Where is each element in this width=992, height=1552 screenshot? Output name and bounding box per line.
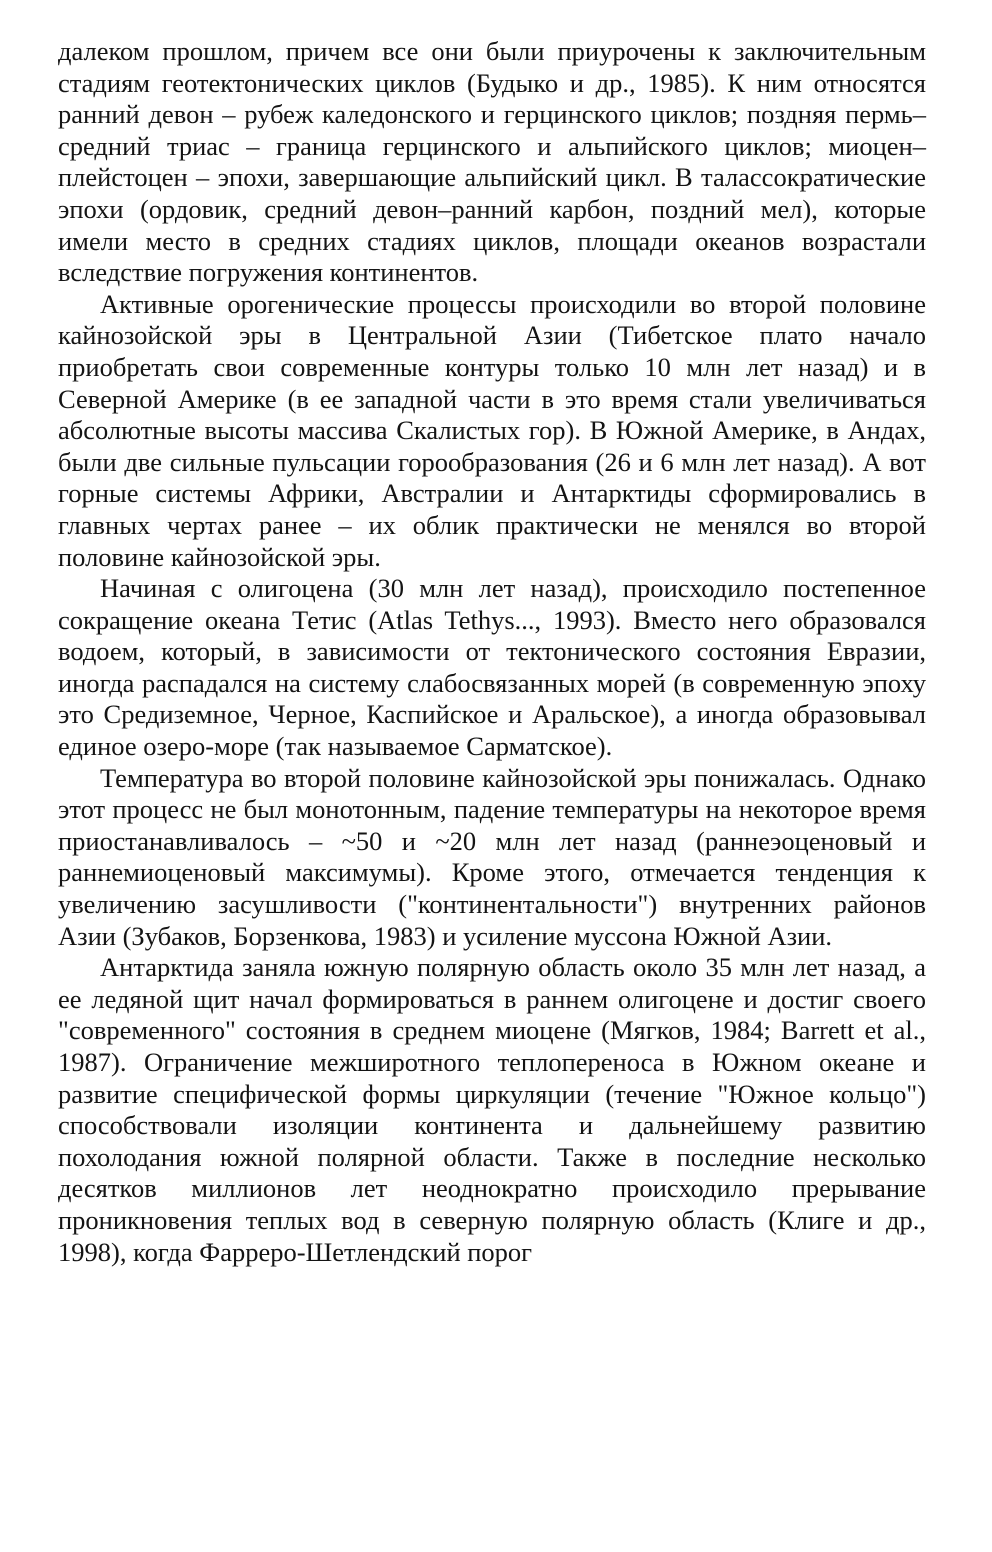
paragraph-orogenic: Активные орогенические процессы происходили во второй половине кайнозойской эры в Центральной Азии (Тибетское плато начало приобретать свои современные контуры только 10 млн лет назад) и в Северной Америке (в ее западной части в это время стали увеличиваться абсолютные высоты массива Скалистых гор). В Южной Америке, в Андах, были две сильные пульсации горообразования (26 и 6 млн лет назад). А вот горные системы Африки, Австралии и Антарктиды сформировались в главных чертах ранее – их облик практически не менялся во второй половине кайнозойской эры.	[58, 288, 926, 572]
paragraph-antarctica: Антарктида заняла южную полярную область около 35 млн лет назад, а ее ледяной щит начал формироваться в раннем олигоцене и достиг своего "современного" состояния в среднем миоцене (Мягков, 1984; Barrett et al., 1987). Ограничение межширотного теплопереноса в Южном океане и развитие специфической формы циркуляции (течение "Южное кольцо") способствовали изоляции континента и дальнейшему развитию похолодания южной полярной области. Также в последние несколько десятков миллионов лет неоднократно происходило прерывание проникновения теплых вод в северную полярную область (Клиге и др., 1998), когда Фарреро-Шетлендский порог	[58, 952, 926, 1267]
paragraph-continuation: далеком прошлом, причем все они были приурочены к заключительным стадиям геотектонических циклов (Будыко и др., 1985). К ним относятся ранний девон – рубеж каледонского и герцинского циклов; поздняя пермь–средний триас – граница герцинского и альпийского циклов; миоцен–плейстоцен – эпохи, завершающие альпийский цикл. В талассократические эпохи (ордовик, средний девон–ранний карбон, поздний мел), которые имели место в средних стадиях циклов, площади океанов возрастали вследствие погружения континентов.	[58, 36, 926, 288]
page-body	[58, 36, 926, 1268]
paragraph-temperature: Температура во второй половине кайнозойской эры понижалась. Однако этот процесс не был монотонным, падение температуры на некоторое время приостанавливалось – ~50 и ~20 млн лет назад (раннеэоценовый и раннемиоценовый максимумы). Кроме этого, отмечается тенденция к увеличению засушливости ("континентальности") внутренних районов Азии (Зубаков, Борзенкова, 1983) и усиление муссона Южной Азии.	[58, 762, 926, 951]
paragraph-tethys: Начиная с олигоцена (30 млн лет назад), происходило постепенное сокращение океана Тетис (Atlas Tethys..., 1993). Вместо него образовался водоем, который, в зависимости от тектонического состояния Евразии, иногда распадался на систему слабосвязанных морей (в современную эпоху это Средиземное, Черное, Каспийское и Аральское), а иногда образовывал единое озеро-море (так называемое Сарматское).	[58, 573, 926, 762]
